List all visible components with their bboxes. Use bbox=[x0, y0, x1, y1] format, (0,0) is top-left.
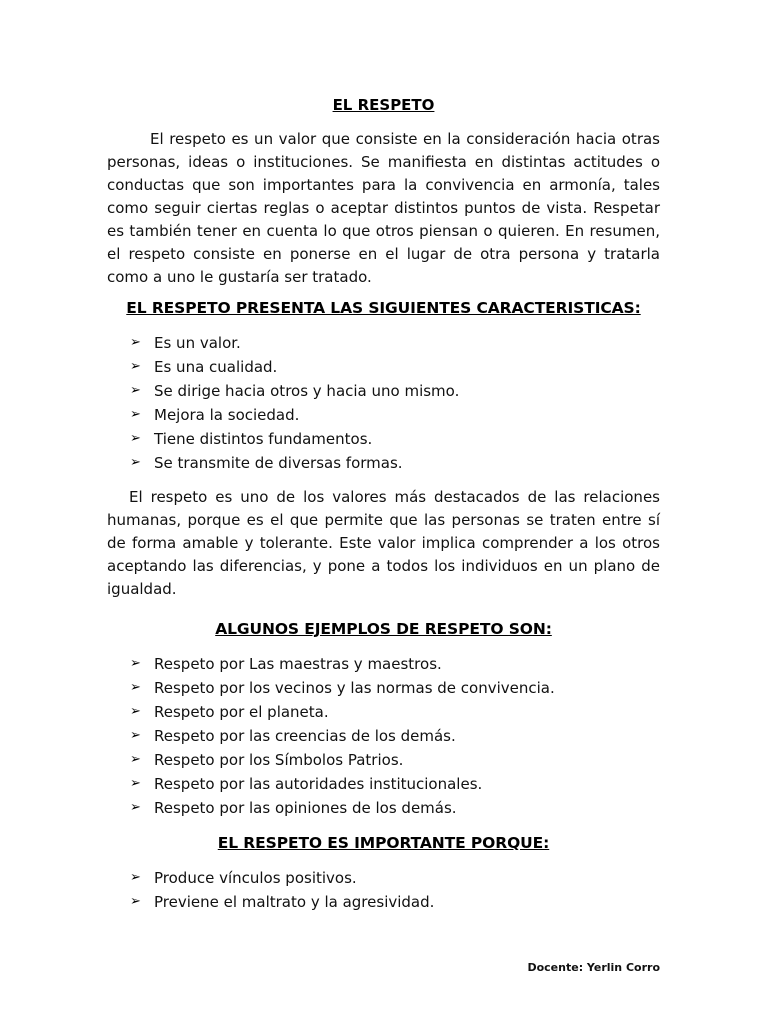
list-item: ➢ Respeto por las creencias de los demás. bbox=[130, 724, 555, 748]
arrow-bullet-icon: ➢ bbox=[130, 455, 141, 470]
document-title: EL RESPETO bbox=[332, 96, 435, 114]
arrow-bullet-icon: ➢ bbox=[130, 870, 141, 885]
list-item: ➢ Es un valor. bbox=[130, 331, 459, 355]
section-heading-importance: EL RESPETO ES IMPORTANTE PORQUE: bbox=[217, 834, 550, 852]
arrow-bullet-icon: ➢ bbox=[130, 431, 141, 446]
arrow-bullet-icon: ➢ bbox=[130, 359, 141, 374]
teacher-footer: Docente: Yerlin Corro bbox=[527, 961, 660, 974]
list-item: ➢ Se dirige hacia otros y hacia uno mismo. bbox=[130, 379, 459, 403]
arrow-bullet-icon: ➢ bbox=[130, 752, 141, 767]
list-item: ➢ Previene el maltrato y la agresividad. bbox=[130, 890, 434, 914]
arrow-bullet-icon: ➢ bbox=[130, 656, 141, 671]
arrow-bullet-icon: ➢ bbox=[130, 680, 141, 695]
list-item: ➢ Tiene distintos fundamentos. bbox=[130, 427, 459, 451]
arrow-bullet-icon: ➢ bbox=[130, 407, 141, 422]
arrow-bullet-icon: ➢ bbox=[130, 800, 141, 815]
list-item: ➢ Mejora la sociedad. bbox=[130, 403, 459, 427]
list-item: ➢ Respeto por Las maestras y maestros. bbox=[130, 652, 555, 676]
list-item: ➢ Respeto por los Símbolos Patrios. bbox=[130, 748, 555, 772]
list-item: ➢ Respeto por el planeta. bbox=[130, 700, 555, 724]
list-item: ➢ Respeto por las autoridades institucionales. bbox=[130, 772, 555, 796]
importance-list bbox=[130, 866, 434, 914]
examples-list bbox=[130, 652, 555, 820]
arrow-bullet-icon: ➢ bbox=[130, 383, 141, 398]
section-heading-examples: ALGUNOS EJEMPLOS DE RESPETO SON: bbox=[215, 620, 552, 638]
intro-paragraph: El respeto es un valor que consiste en la consideración hacia otras personas, ideas o instituciones. Se manifiesta en distintas actitudes o conductas que son importantes para la convivencia en armonía, tales como seguir ciertas reglas o aceptar distintos puntos de vista. Respetar es también tener en cuenta lo que otros piensan o quieren. En resumen, el respeto consiste en ponerse en el lugar de otra persona y tratarla como a uno le gustaría ser tratado. bbox=[107, 130, 660, 286]
section-heading-characteristics: EL RESPETO PRESENTA LAS SIGUIENTES CARACTERISTICAS: bbox=[126, 299, 641, 317]
list-item: ➢ Produce vínculos positivos. bbox=[130, 866, 434, 890]
arrow-bullet-icon: ➢ bbox=[130, 776, 141, 791]
arrow-bullet-icon: ➢ bbox=[130, 894, 141, 909]
arrow-bullet-icon: ➢ bbox=[130, 704, 141, 719]
list-item: ➢ Respeto por las opiniones de los demás. bbox=[130, 796, 555, 820]
arrow-bullet-icon: ➢ bbox=[130, 728, 141, 743]
values-paragraph: El respeto es uno de los valores más destacados de las relaciones humanas, porque es el que permite que las personas se traten entre sí de forma amable y tolerante. Este valor implica comprender a los otros aceptando las diferencias, y pone a todos los individuos en un plano de igualdad. bbox=[107, 488, 660, 598]
characteristics-list bbox=[130, 331, 459, 475]
list-item: ➢ Es una cualidad. bbox=[130, 355, 459, 379]
arrow-bullet-icon: ➢ bbox=[130, 335, 141, 350]
list-item: ➢ Respeto por los vecinos y las normas de convivencia. bbox=[130, 676, 555, 700]
list-item: ➢ Se transmite de diversas formas. bbox=[130, 451, 459, 475]
